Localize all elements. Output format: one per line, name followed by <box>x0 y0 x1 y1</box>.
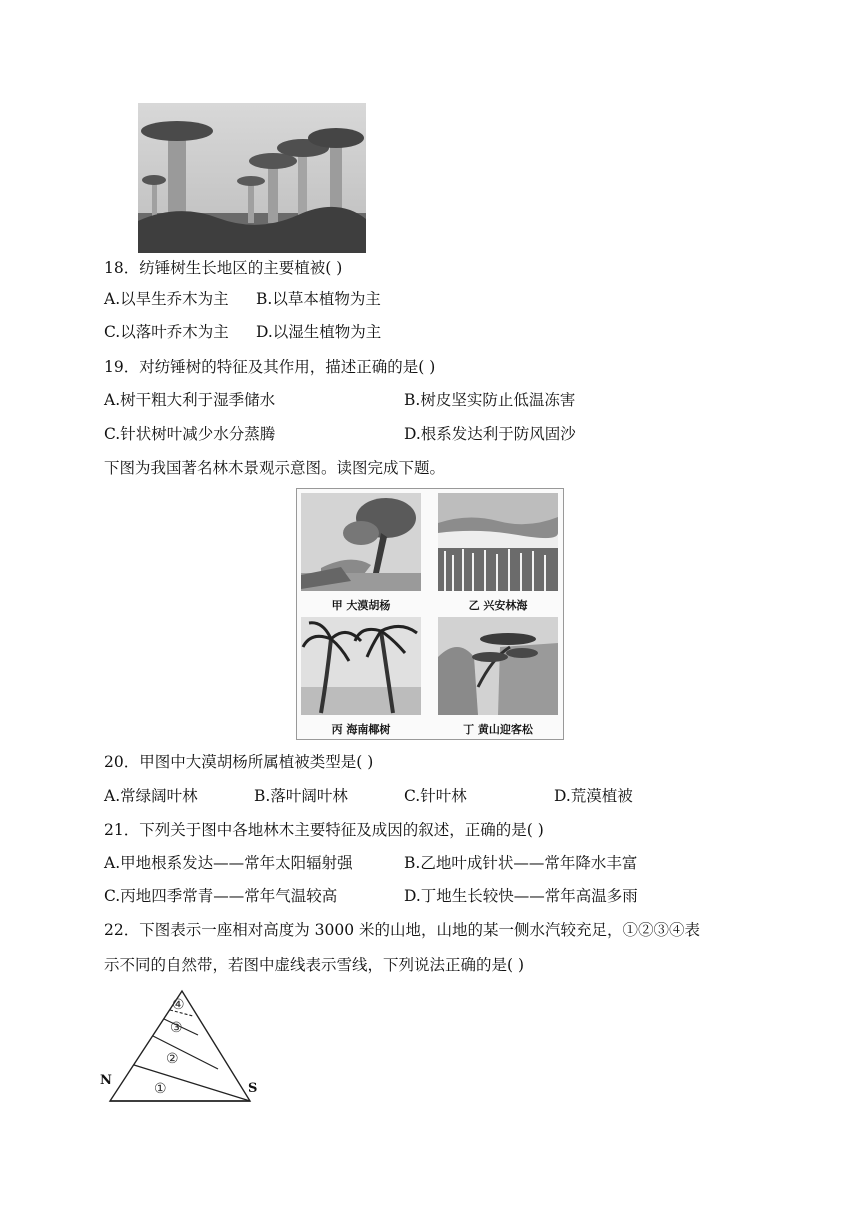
caption-jia: 甲 大漠胡杨 <box>331 599 391 612</box>
q19-option-c: C.针状树叶减少水分蒸腾 <box>104 425 276 443</box>
q19-option-b: B.树皮坚实防止低温冻害 <box>404 391 576 409</box>
north-label: N <box>100 1073 112 1088</box>
photo-welcoming-pine <box>438 617 558 715</box>
photo-populus <box>301 493 421 591</box>
q19-stem: 19．对纺锤树的特征及其作用，描述正确的是( ) <box>104 358 436 376</box>
q21-option-a: A.甲地根系发达——常年太阳辐射强 <box>104 854 353 872</box>
q20-option-a: A.常绿阔叶林 <box>104 787 198 805</box>
q19-option-a: A.树干粗大利于湿季储水 <box>104 391 276 409</box>
zone-4-label: ④ <box>172 997 185 1013</box>
caption-ding: 丁 黄山迎客松 <box>463 723 533 736</box>
q21-stem: 21．下列关于图中各地林木主要特征及成因的叙述，正确的是( ) <box>104 821 544 839</box>
q22-stem-line1: 22．下图表示一座相对高度为 3000 米的山地，山地的某一侧水汽较充足，①②③④表 <box>104 921 701 939</box>
q20-stem: 20．甲图中大漠胡杨所属植被类型是( ) <box>104 753 374 771</box>
zone-2-label: ② <box>166 1051 179 1067</box>
mountain-diagram <box>100 985 270 1105</box>
q18-option-d: D.以湿生植物为主 <box>256 323 382 341</box>
south-label: S <box>248 1081 258 1096</box>
photo-xingan-forest <box>438 493 558 591</box>
q18-option-b: B.以草本植物为主 <box>256 290 381 308</box>
q20-option-d: D.荒漠植被 <box>554 787 633 805</box>
figure-intro: 下图为我国著名林木景观示意图。读图完成下题。 <box>104 459 446 477</box>
zone-3-label: ③ <box>170 1020 183 1036</box>
zone-1-label: ① <box>154 1081 167 1097</box>
tree-photo-grid <box>296 488 564 740</box>
photo-coconut-palms <box>301 617 421 715</box>
q18-option-a: A.以旱生乔木为主 <box>104 290 229 308</box>
q21-option-b: B.乙地叶成针状——常年降水丰富 <box>404 854 638 872</box>
baobab-photo <box>138 103 366 253</box>
caption-bing: 丙 海南椰树 <box>331 723 391 736</box>
q22-stem-line2: 示不同的自然带，若图中虚线表示雪线，下列说法正确的是( ) <box>104 956 525 974</box>
q20-option-b: B.落叶阔叶林 <box>254 787 348 805</box>
q18-stem: 18．纺锤树生长地区的主要植被( ) <box>104 259 343 277</box>
q21-option-c: C.丙地四季常青——常年气温较高 <box>104 887 338 905</box>
q19-option-d: D.根系发达利于防风固沙 <box>404 425 576 443</box>
caption-yi: 乙 兴安林海 <box>468 599 528 612</box>
q20-option-c: C.针叶林 <box>404 787 467 805</box>
q18-option-c: C.以落叶乔木为主 <box>104 323 229 341</box>
q21-option-d: D.丁地生长较快——常年高温多雨 <box>404 887 638 905</box>
